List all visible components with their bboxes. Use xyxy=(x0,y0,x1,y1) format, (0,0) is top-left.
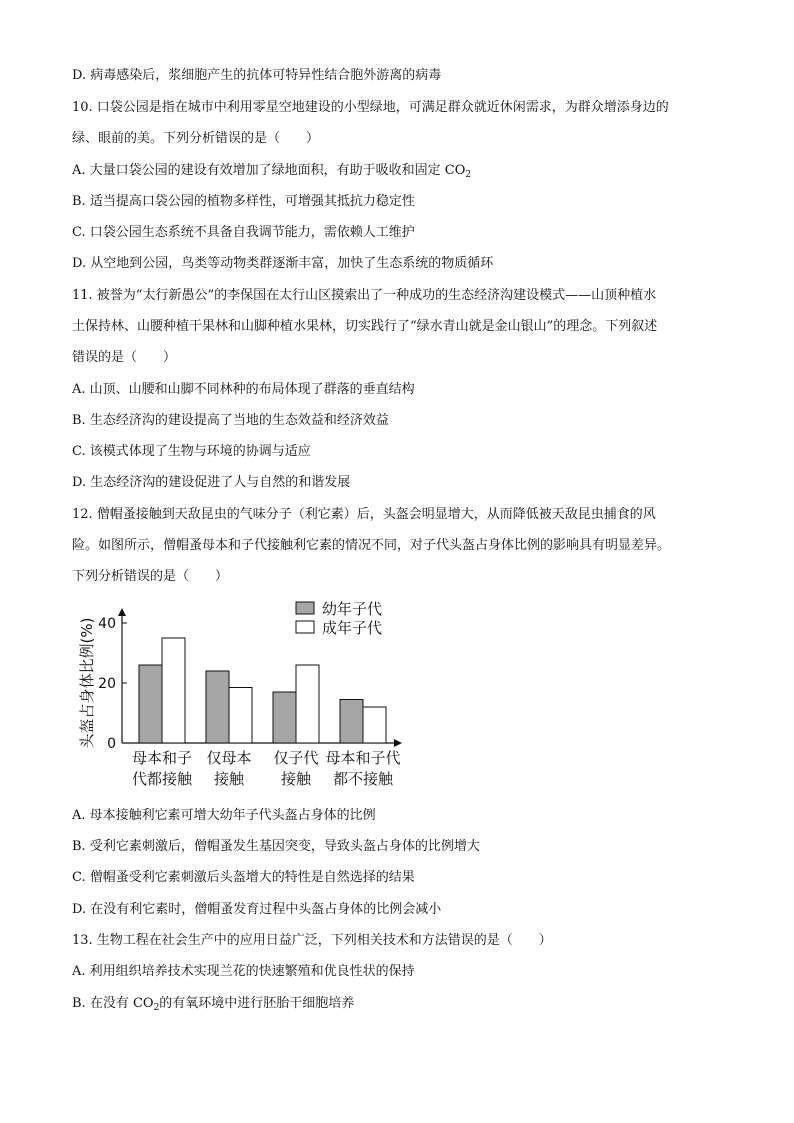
legend-swatch xyxy=(296,621,314,633)
q13-option-b-text-pre: B. 在没有 CO xyxy=(72,996,154,1011)
y-tick-label: 20 xyxy=(98,676,116,692)
q12-stem-line-1: 12. 僧帽蚤接触到天敌昆虫的气味分子（利它素）后，头盔会明显增大，从而降低被天敌昆虫捕食的风 xyxy=(72,507,656,522)
q11-stem-line-2: 土保持林、山腰种植干果林和山脚种植水果林，切实践行了“绿水青山就是金山银山”的理念。下列叙述 xyxy=(72,319,658,334)
q10-option-d: D. 从空地到公园，鸟类等动物类群逐渐丰富，加快了生态系统的物质循环 xyxy=(72,256,494,271)
bar xyxy=(229,688,252,744)
helmet-ratio-bar-chart xyxy=(72,596,442,796)
bar xyxy=(363,707,386,743)
q11-option-a: A. 山顶、山腰和山脚不同林种的布局体现了群落的垂直结构 xyxy=(72,382,415,397)
x-tick-label: 接触 xyxy=(280,770,312,788)
x-tick-label: 都不接触 xyxy=(332,770,394,788)
x-tick-label: 母本和子代 xyxy=(325,749,401,767)
x-tick-label: 接触 xyxy=(213,770,245,788)
q9-option-d: D. 病毒感染后，浆细胞产生的抗体可特异性结合胞外游离的病毒 xyxy=(72,68,442,83)
bar xyxy=(296,665,319,743)
x-tick-label: 仅子代 xyxy=(273,749,319,767)
q11-option-c: C. 该模式体现了生物与环境的协调与适应 xyxy=(72,444,311,459)
bar xyxy=(340,700,363,744)
bar xyxy=(273,692,296,743)
bar xyxy=(139,665,162,743)
q10-option-a-text: A. 大量口袋公园的建设有效增加了绿地面积，有助于吸收和固定 CO xyxy=(72,163,466,178)
q12-stem-line-2: 险。如图所示，僧帽蚤母本和子代接触利它素的情况不同，对子代头盔占身体比例的影响具有明显差异。 xyxy=(72,538,671,553)
legend-label: 成年子代 xyxy=(322,619,383,637)
legend-label: 幼年子代 xyxy=(322,600,383,618)
y-tick-label: 0 xyxy=(107,736,116,752)
x-tick-label: 仅母本 xyxy=(206,749,252,767)
q10-option-a-subscript: 2 xyxy=(465,170,472,180)
q12-option-c: C. 僧帽蚤受利它素刺激后头盔增大的特性是自然选择的结果 xyxy=(72,870,415,885)
x-axis-arrow xyxy=(394,739,402,747)
q11-option-b: B. 生态经济沟的建设提高了当地的生态效益和经济效益 xyxy=(72,413,389,428)
q11-stem-line-1: 11. 被誉为“太行新愚公”的李保国在太行山区摸索出了一种成功的生态经济沟建设模式——山顶种植水 xyxy=(72,288,657,303)
q12-stem-line-3: 下列分析错误的是（ ） xyxy=(72,569,229,584)
q13-option-b xyxy=(72,994,354,1018)
q13-stem-line-1: 13. 生物工程在社会生产中的应用日益广泛，下列相关技术和方法错误的是（ ） xyxy=(72,933,552,948)
y-axis-label: 头盔占身体比例(%) xyxy=(78,617,96,749)
q13-option-b-text-post: 的有氧环境中进行胚胎干细胞培养 xyxy=(159,996,355,1011)
x-tick-label: 代都接触 xyxy=(131,770,193,788)
x-tick-label: 母本和子 xyxy=(131,749,193,767)
bar xyxy=(162,638,185,743)
q10-stem-line-1: 10. 口袋公园是指在城市中利用零星空地建设的小型绿地，可满足群众就近休闲需求，为群众增添身边的 xyxy=(72,100,669,115)
q10-option-a xyxy=(72,161,471,185)
q12-option-d: D. 在没有利它素时，僧帽蚤发育过程中头盔占身体的比例会减小 xyxy=(72,902,442,917)
legend-swatch xyxy=(296,602,314,614)
q12-option-a: A. 母本接触利它素可增大幼年子代头盔占身体的比例 xyxy=(72,808,376,823)
q11-option-d: D. 生态经济沟的建设促进了人与自然的和谐发展 xyxy=(72,475,351,490)
q10-option-b: B. 适当提高口袋公园的植物多样性，可增强其抵抗力稳定性 xyxy=(72,194,415,209)
q10-stem-line-2: 绿、眼前的美。下列分析错误的是（ ） xyxy=(72,131,320,146)
y-tick-label: 40 xyxy=(98,616,116,632)
q13-option-a: A. 利用组织培养技术实现兰花的快速繁殖和优良性状的保持 xyxy=(72,964,415,979)
q11-stem-line-3: 错误的是（ ） xyxy=(72,350,177,365)
q10-option-c: C. 口袋公园生态系统不具备自我调节能力，需依赖人工维护 xyxy=(72,225,415,240)
y-axis-arrow xyxy=(118,608,126,616)
q12-option-b: B. 受利它素刺激后，僧帽蚤发生基因突变，导致头盔占身体的比例增大 xyxy=(72,839,480,854)
bar xyxy=(206,671,229,743)
q13-option-b-subscript: 2 xyxy=(153,1003,160,1013)
